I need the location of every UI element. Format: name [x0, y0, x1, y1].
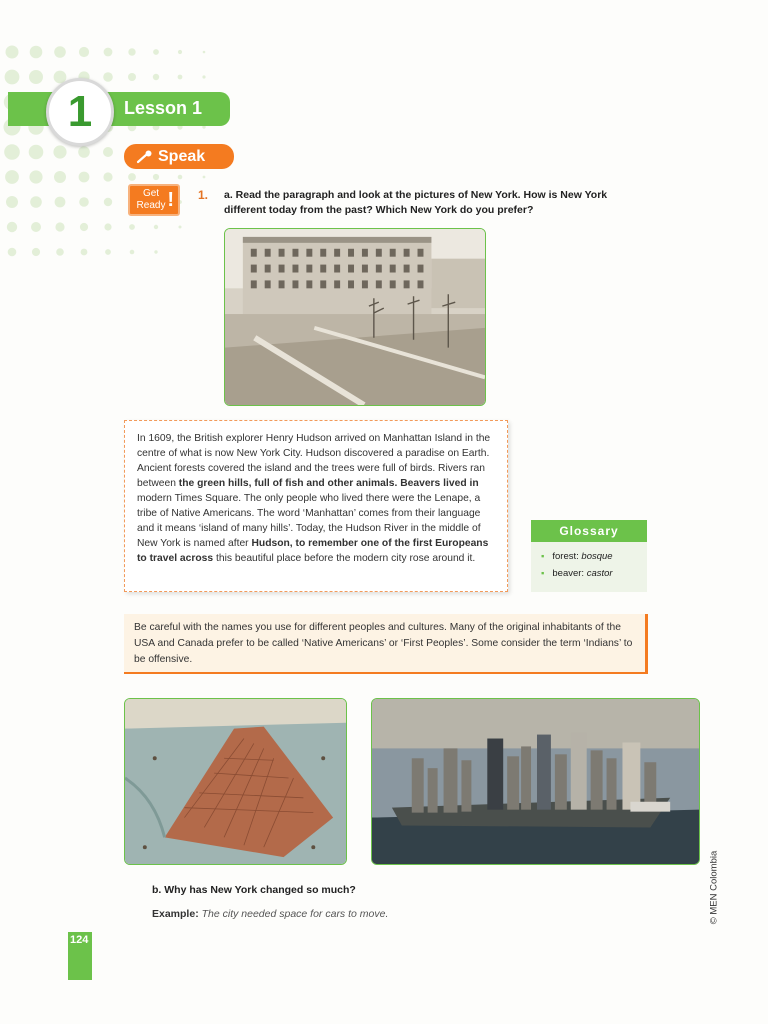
glossary-title: Glossary — [531, 520, 647, 542]
speak-section-tag — [124, 144, 234, 169]
old-new-york-photo — [224, 228, 486, 406]
question-1a: a. Read the paragraph and look at the pictures of New York. How is New York different today from the past? Which New York do you prefer? — [224, 189, 608, 216]
glossary-item — [541, 565, 647, 582]
glossary-item — [541, 548, 647, 565]
glossary-box — [531, 520, 647, 592]
example-label: Example: — [152, 908, 199, 920]
get-ready-badge — [128, 184, 180, 216]
lesson-number: 1 — [67, 87, 93, 136]
example-line — [152, 908, 388, 920]
glossary-translation: bosque — [581, 551, 613, 562]
lesson-title: Lesson 1 — [124, 98, 203, 118]
glossary-term: forest: — [552, 551, 579, 562]
question-number: 1. — [198, 188, 209, 202]
paragraph-text-3: this beautiful place before the modern city rose around it. — [213, 553, 476, 564]
exclamation-mark: ! — [167, 189, 174, 211]
paragraph-bold-2: Hudson, to remember one of the first Europeans to travel across — [137, 538, 489, 564]
lesson-banner — [8, 92, 230, 126]
paragraph-bold-1: the green hills, full of fish and other animals. Beavers lived in — [178, 478, 479, 489]
cultural-note: Be careful with the names you use for different peoples and cultures. Many of the original inhabitants of the USA and Canada prefer to be called ‘Native Americans’ or ‘First Peoples’. Some consider the term ‘Indians’ to be offensive. — [124, 614, 648, 674]
paragraph-text-2: modern Times Square. The only people who lived there were the Lenape, a tribe of Native Americans. The word ‘Manhattan’ comes from their language and it means ‘island of many hills’. Today, the Hudson River in the middle of New York is named after — [137, 493, 481, 549]
get-ready-text: Get Ready — [136, 188, 166, 211]
question-1b: b. Why has New York changed so much? — [152, 884, 356, 896]
speak-label: Speak — [158, 147, 206, 165]
microphone-icon — [136, 150, 154, 164]
example-text: The city needed space for cars to move. — [201, 908, 389, 920]
copyright-note: © MEN Colombia — [708, 850, 720, 925]
page-number: 124 — [70, 934, 89, 946]
page-number-tab — [68, 932, 92, 980]
historic-manhattan-illustration — [124, 698, 347, 865]
reading-paragraph — [124, 420, 508, 592]
paragraph-text-1: In 1609, the British explorer Henry Hudson arrived on Manhattan Island in the centre of what is now New York City. Hudson discovered a paradise on Earth. Ancient forests covered the island and the trees were full of birds. Rivers ran between — [137, 433, 491, 489]
lesson-number-badge — [46, 78, 114, 146]
glossary-term: beaver: — [552, 568, 585, 579]
glossary-list — [531, 548, 647, 582]
modern-manhattan-photo — [371, 698, 700, 865]
glossary-translation: castor — [586, 568, 613, 579]
